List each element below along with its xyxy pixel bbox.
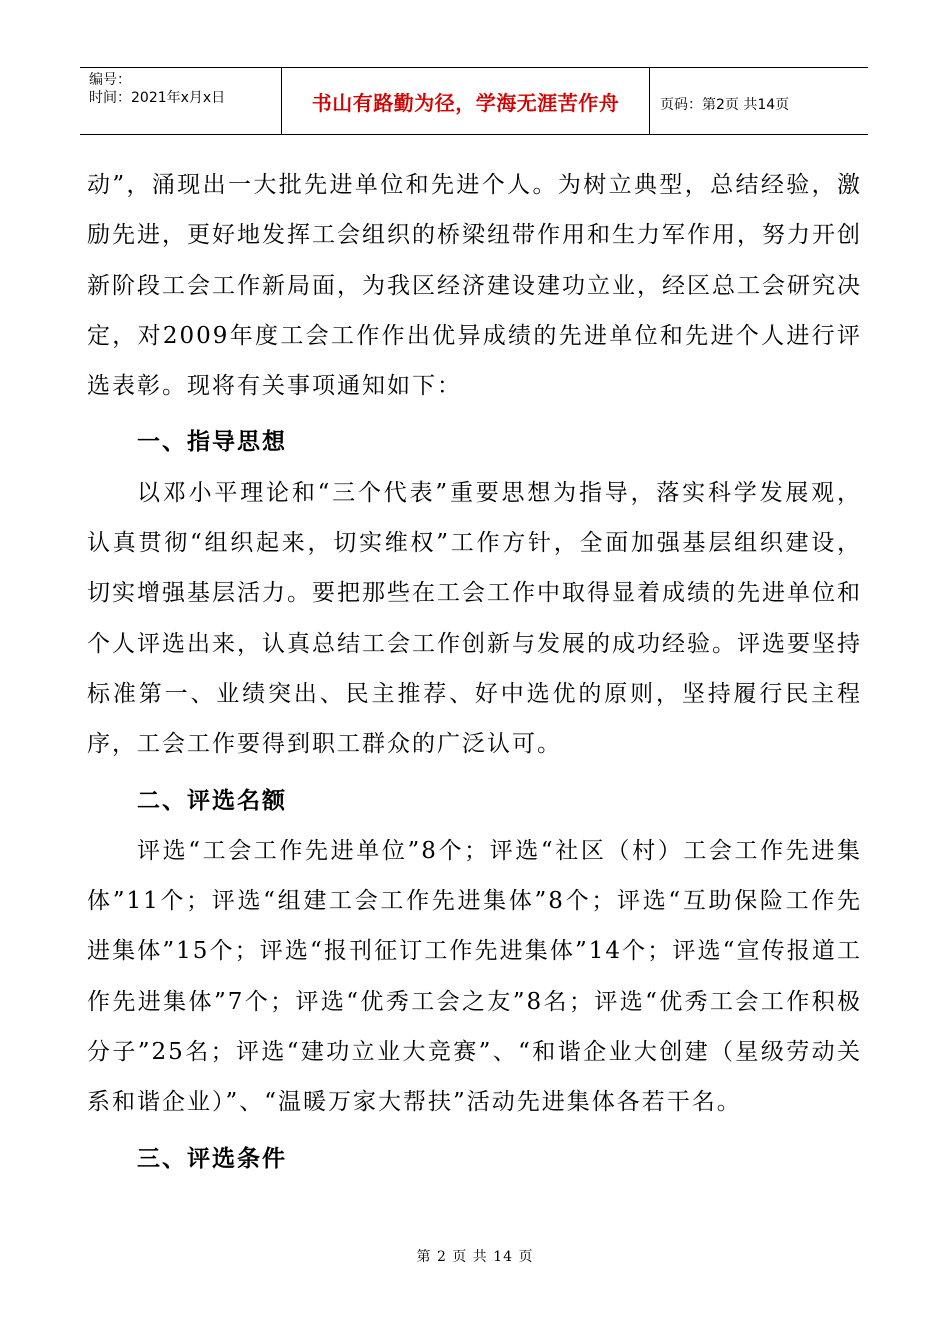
header-motto: 书山有路勤为径，学海无涯苦作舟: [282, 68, 650, 134]
page-header: [80, 67, 868, 135]
section-heading-criteria: 三、评选条件: [137, 1145, 287, 1172]
header-meta: [80, 68, 282, 134]
paragraph-quota: 评选“工会工作先进单位”8个；评选“社区（村）工会工作先进集体”11个；评选“组建工会工作先进集体”8个；评选“互助保险工作先进集体”15个；评选“报刊征订工作先进集体”14个；评选“宣传报道工作先进集体”7个；评选“优秀工会之友”8名；评选“优秀工会工作积极分子”25名；评选“建功立业大竞赛”、“和谐企业大创建（星级劳动关系和谐企业）”、“温暖万家大帮扶”活动先进集体各若干名。: [87, 837, 862, 1116]
document-body: [87, 160, 862, 1184]
document-date-label: 时间：2021年x月x日: [89, 90, 226, 106]
paragraph-guiding-ideology: 以邓小平理论和“三个代表”重要思想为指导，落实科学发展观，认真贯彻“组织起来，切实维权”工作方针，全面加强基层组织建设，切实增强基层活力。要把那些在工会工作中取得显着成绩的先进单位和个人评选出来，认真总结工会工作创新与发展的成功经验。评选要坚持标准第一、业绩突出、民主推荐、好中选优的原则，坚持履行民主程序，工会工作要得到职工群众的广泛认可。: [87, 479, 862, 758]
document-number-label: 编号：: [89, 72, 131, 88]
section-heading-quota: 二、评选名额: [137, 787, 287, 814]
page-footer: 第 2 页 共 14 页: [416, 1249, 534, 1265]
paragraph-intro: 动”，涌现出一大批先进单位和先进个人。为树立典型，总结经验，激励先进，更好地发挥工会组织的桥梁纽带作用和生力军作用，努力开创新阶段工会工作新局面，为我区经济建设建功立业，经区总工会研究决定，对2009年度工会工作作出优异成绩的先进单位和先进个人进行评选表彰。现将有关事项通知如下：: [87, 172, 862, 400]
section-heading-guiding-ideology: 一、指导思想: [137, 429, 287, 456]
header-page-code: 页码：第2页 共14页: [660, 97, 790, 113]
